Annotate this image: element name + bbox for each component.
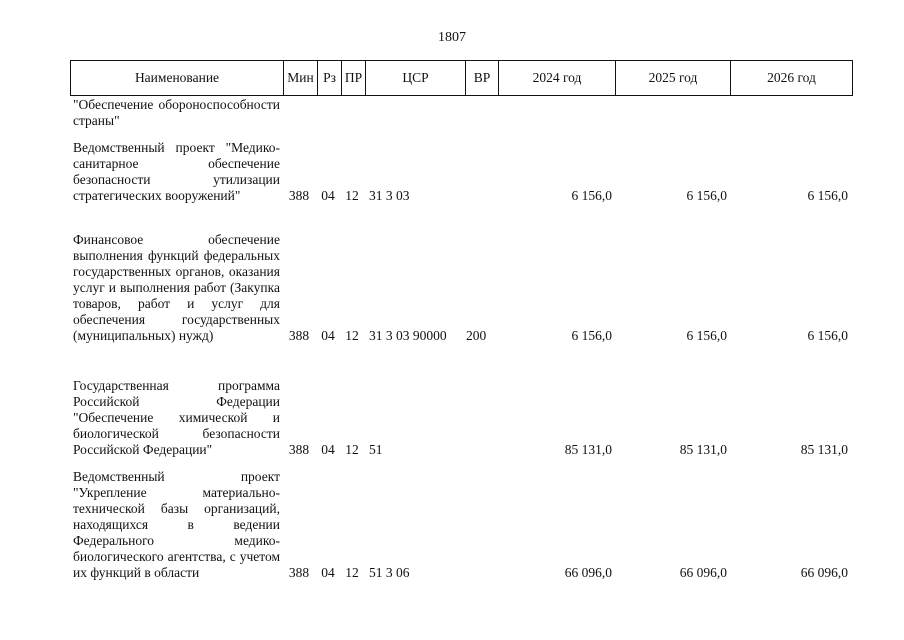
header-2026: 2026 год [730,61,852,95]
table-row [70,469,850,581]
header-2024: 2024 год [498,61,615,95]
header-csr: ЦСР [365,61,465,95]
row-2026: 85 131,0 [800,442,848,457]
row-min: 388 [288,328,310,343]
row-min: 388 [288,188,310,203]
row-2025: 6 156,0 [686,188,727,203]
table-row [70,97,850,129]
row-2025: 85 131,0 [679,442,727,457]
row-csr: 31 3 03 90000 [369,328,447,343]
table-row [70,232,850,344]
row-rz: 04 [321,188,335,203]
row-rz: 04 [321,565,335,580]
table-row [70,378,850,458]
table-header [70,60,853,96]
header-min: Мин [283,61,317,95]
row-name: Государственная программа Российской Федерации "Обеспечение химической и биологической безопасности Российской Федерации" [73,378,280,457]
row-csr: 51 [369,442,383,457]
row-vr: 200 [466,328,487,343]
row-csr: 31 3 03 [369,188,410,203]
header-name: Наименование [134,70,220,85]
header-vr: ВР [465,61,498,95]
row-min: 388 [288,442,310,457]
row-name: Ведомственный проект "Медико-санитарное обеспечение безопасности утилизации стратегических вооружений" [73,140,280,203]
row-pr: 12 [345,188,359,203]
row-min: 388 [288,565,310,580]
row-rz: 04 [321,442,335,457]
row-2025: 6 156,0 [686,328,727,343]
row-2024: 85 131,0 [564,442,612,457]
row-pr: 12 [345,565,359,580]
row-rz: 04 [321,328,335,343]
row-2026: 6 156,0 [807,188,848,203]
row-pr: 12 [345,328,359,343]
row-csr: 51 3 06 [369,565,410,580]
row-name: Ведомственный проект "Укрепление материально-технической базы организаций, находящихся в ведении Федерального медико-биологического агентства, с учетом их функций в области [73,469,280,580]
row-name: "Обеспечение обороноспособности страны" [73,97,280,128]
row-2024: 6 156,0 [571,188,612,203]
row-pr: 12 [345,442,359,457]
header-pr: ПР [341,61,365,95]
row-2024: 66 096,0 [564,565,612,580]
row-name: Финансовое обеспечение выполнения функций федеральных государственных органов, оказания услуг и выполнения работ (Закупка товаров, работ и услуг для обеспечения государственных (муниципальных) нужд) [73,232,280,343]
row-2024: 6 156,0 [571,328,612,343]
table-row [70,140,850,204]
row-2025: 66 096,0 [679,565,727,580]
row-2026: 66 096,0 [800,565,848,580]
header-rz: Рз [317,61,341,95]
row-2026: 6 156,0 [807,328,848,343]
page-number: 1807 [438,30,466,45]
header-2025: 2025 год [615,61,730,95]
